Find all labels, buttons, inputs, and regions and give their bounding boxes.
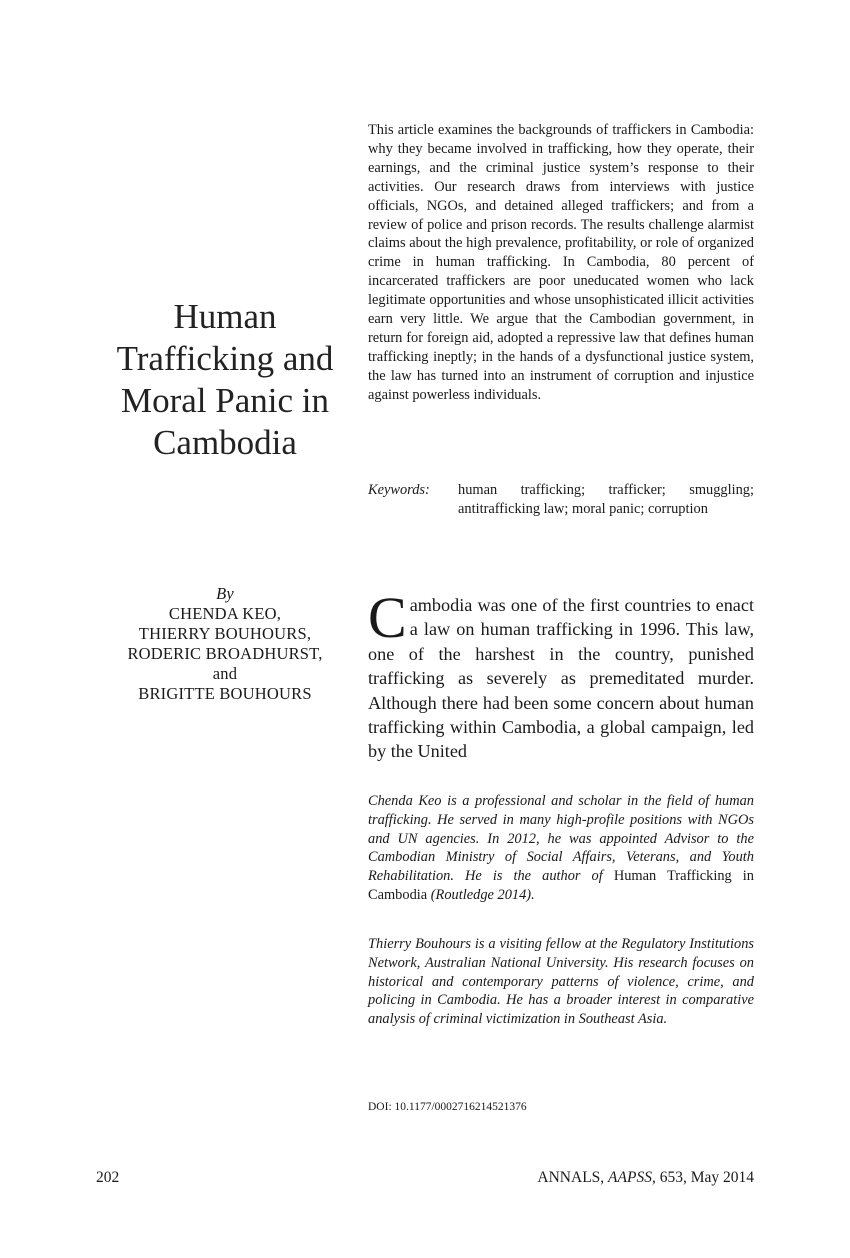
author-name: THIERRY BOUHOURS, (138, 624, 312, 643)
keywords-block (368, 481, 754, 519)
page-number: 202 (96, 1169, 120, 1186)
author-conjunction: and (212, 664, 238, 683)
journal-name: ANNALS, (537, 1169, 605, 1186)
journal-abbr: AAPSS, (608, 1169, 656, 1186)
body-paragraph (368, 585, 754, 764)
keywords-label: Keywords: (368, 482, 430, 498)
bio-keo-text: Chenda Keo is a professional and scholar in the field of human trafficking. He served in many high-profile positions with NGOs and UN agencies. In 2012, he was appointed Advisor to the Cambodian Ministry of Social Affairs, Veterans, and Youth Rehabilitation. He is the author of (368, 793, 754, 885)
article-title (100, 296, 350, 464)
author-name: BRIGITTE BOUHOURS (138, 684, 312, 703)
author-name: CHENDA KEO, (168, 604, 282, 623)
journal-citation (537, 1168, 754, 1188)
title-line: Cambodia (153, 423, 297, 462)
author-bio-bouhours: Thierry Bouhours is a visiting fellow at the Regulatory Institutions Network, Australian National University. His research focuses on historical and contemporary patterns of violence, crime, and policing in Cambodia. He has a broader interest in comparative analysis of criminal victimization in Southeast Asia. (368, 936, 754, 1028)
abstract-text: This article examines the backgrounds of traffickers in Cambodia: why they became involved in trafficking, how they operate, their earnings, and the criminal justice system’s response to their activities. Our research draws from interviews with justice officials, NGOs, and detained alleged traffickers; and from a review of police and prison records. The results challenge alarmist claims about the high prevalence, profitability, or role of organized crime in human trafficking. In Cambodia, 80 percent of incarcerated traffickers are poor uneducated women who lack legitimate opportunities and whose unsophisticated illicit activities earn very little. We argue that the Cambodian government, in return for foreign aid, adopted a repressive law that defines human trafficking ineptly; in the hands of a dysfunctional justice system, the law has turned into an instrument of corruption and injustice against powerless individuals. (368, 122, 754, 403)
bio-keo-publisher: (Routledge 2014). (430, 886, 535, 903)
author-list (100, 584, 350, 704)
title-line: Human (173, 297, 277, 336)
bio-keo-book-title: Human Trafficking in Cambodia (368, 868, 754, 903)
by-label: By (216, 584, 234, 603)
body-text: ambodia was one of the first countries to enact a law on human trafficking in 1996. This law, one of the harshest in the country, punished trafficking as severely as premeditated murder. Although there had been some concern about human trafficking within Cambodia, a global campaign, led by the United (368, 595, 754, 762)
title-line: Moral Panic in (120, 381, 330, 420)
author-name: RODERIC BROADHURST, (127, 644, 323, 663)
author-bio-keo (368, 792, 754, 905)
journal-issue: 653, May 2014 (659, 1169, 754, 1186)
drop-cap: C (368, 585, 407, 650)
keywords-text: human trafficking; trafficker; smuggling; antitrafficking law; moral panic; corruption (458, 482, 754, 517)
doi: DOI: 10.1177/0002716214521376 (368, 1101, 527, 1113)
title-line: Trafficking and (116, 339, 334, 378)
